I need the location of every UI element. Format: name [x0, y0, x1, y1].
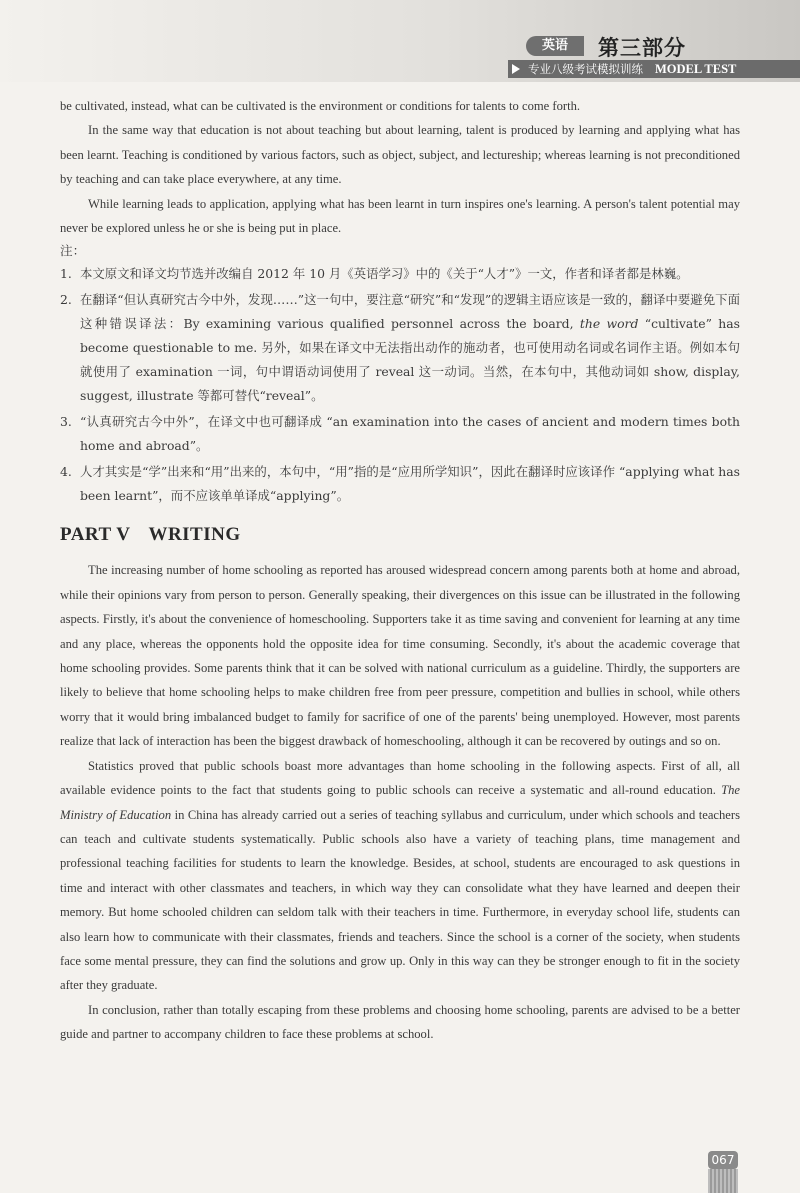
essay-paragraph	[60, 754, 740, 998]
section-heading	[60, 524, 740, 546]
essay-emphasis: The Ministry of Education	[60, 783, 740, 822]
note-text: 本文原文和译文均节选并改编自 2012 年 10 月《英语学习》中的《关于“人才”》一文，作者和译者都是林巍。	[80, 266, 689, 282]
note-item	[60, 288, 740, 408]
part-title: 第三部分	[598, 36, 686, 60]
essay-paragraph: In conclusion, rather than totally escaping from these problems and choosing home schooling, parents are advised to be a better guide and partner to accompany children to face these problems at school.	[60, 1002, 740, 1042]
header-subtitle-bar	[508, 60, 800, 78]
note-item	[60, 410, 740, 458]
note-text: 在翻译“但认真研究古今中外，发现……”这一句中，要注意“研究”和“发现”的逻辑主语应该是一致的，翻译中要避免下面这种错误译法：By examining various qualified personnel across the board,	[80, 292, 740, 332]
notes-heading: 注：	[60, 243, 86, 259]
translation-paragraph: be cultivated, instead, what can be cultivated is the environment or conditions for talents to come forth.	[60, 99, 581, 113]
essay-text: in China has already carried out a series of teaching syllabus and curriculum, under which schools and teachers can teach and cultivate students systematically. Public schools also have a variety of teaching plans, time management and professional teaching facilities for students to learn the knowledge. Besides, at school, students are encouraged to ask questions in time and interact with other classmates and teachers, in which way they can consolidate what they have learned and deepen their memory. But home schooled children can seldom talk with their teachers in time. Furthermore, in everyday school life, students can also learn how to communicate with their classmates, friends and teachers. Since the school is a corner of the society, when students face some mental pressure, they can find the solutions and grow up. Only in this way can they be stronger enough to fit in the society after they graduate.	[60, 807, 740, 993]
page-number: 067	[708, 1151, 738, 1169]
note-item	[60, 262, 740, 286]
notes-list	[60, 262, 740, 508]
note-number: 3.	[60, 414, 72, 430]
note-text: “cultivate” has become questionable to me. 另外，如果在译文中无法指出动作的施动者，也可使用动名词或名词作主语。例如本句就使用了 examination 一词，句中谓语动词使用了 reveal 这一动词。当然，在本句中，其他动词如 show, display, suggest, illustrate 等都可替代“reveal”。	[80, 316, 740, 404]
page-edge-tab	[708, 1169, 738, 1193]
section-part: PART V	[60, 524, 131, 546]
note-item	[60, 460, 740, 508]
translation-paragraph: In the same way that education is not about teaching but about learning, talent is produced by learning and applying what has been learnt. Teaching is conditioned by various factors, such as object, subject, and lectureship; whereas learning is not preconditioned by teaching and can take place everywhere, at any time.	[60, 123, 740, 187]
header-subtitle: 专业八级考试模拟训练	[528, 62, 643, 76]
note-number: 4.	[60, 464, 72, 480]
essay-text: Statistics proved that public schools boast more advantages than home schooling in the following aspects. First of all, all available evidence points to the fact that students going to public schools can receive a systematic and all-round education.	[60, 758, 740, 798]
model-test-label: MODEL TEST	[655, 62, 737, 76]
section-title: WRITING	[148, 524, 241, 546]
translation-paragraph: While learning leads to application, applying what has been learnt in turn inspires one's learning. A person's talent potential may never be explored unless he or she is being put in place.	[60, 196, 740, 236]
page-content	[60, 94, 740, 1047]
note-number: 1.	[60, 266, 72, 282]
triangle-arrow-icon	[512, 64, 520, 74]
note-emphasis: the word	[579, 316, 639, 332]
note-text: “认真研究古今中外”，在译文中也可翻译成 “an examination into the cases of ancient and modern times both home and abroad”。	[80, 414, 740, 454]
essay-paragraph: The increasing number of home schooling as reported has aroused widespread concern among parents both at home and abroad, while their opinions vary from person to person. Generally speaking, their divergences on this issue can be illustrated in the following aspects. Firstly, it's about the convenience of homeschooling. Supporters take it as time saving and convenient for learning at any time and any place, whereas the opponents hold the opposite idea for time consuming. Secondly, it's about the academic coverage that home schooling provides. Some parents think that it can be solved with national curriculum as a guideline. Thirdly, the supporters are likely to believe that home schooling helps to make children free from peer pressure, competition and bullies in school, while others worry that it would bring imbalanced budget to family for sacrifice of one of the parents' being unemployed. However, most parents realize that lack of interaction has been the biggest drawback of homeschooling, although it can be recovered by outings and so on.	[60, 563, 740, 749]
note-text: 人才其实是“学”出来和“用”出来的，本句中，“用”指的是“应用所学知识”，因此在翻译时应该译作 “applying what has been learnt”，而不应该单单译成“applying”。	[80, 464, 740, 504]
note-number: 2.	[60, 292, 72, 308]
language-badge: 英语	[526, 36, 584, 56]
